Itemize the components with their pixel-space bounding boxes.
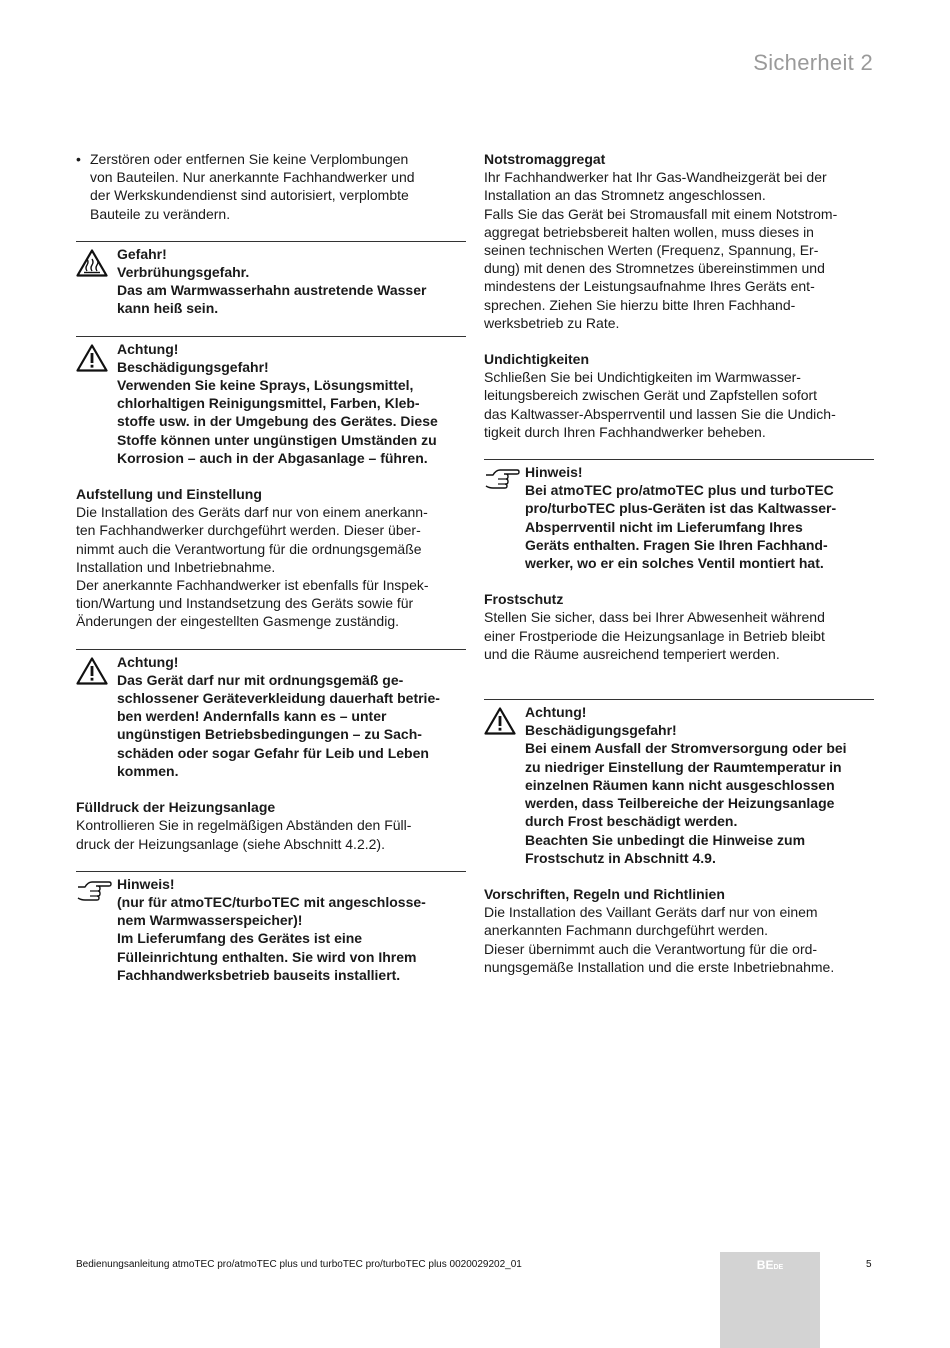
section-heading: Frostschutz [484,591,564,608]
body-line: druck der Heizungsanlage (siehe Abschnitt 4.2.2). [76,835,385,852]
note-line: Fülleinrichtung enthalten. Sie wird von Ihrem [117,948,417,965]
body-line: Schließen Sie bei Undichtigkeiten im Warmwasser- [484,369,801,386]
warning-triangle-icon [76,653,117,780]
footer-document-title: Bedienungsanleitung atmoTEC pro/atmoTEC plus und turboTEC pro/turboTEC plus 0020029202_01 [76,1259,522,1270]
note-line: pro/turboTEC plus-Geräten ist das Kaltwasser- [525,500,837,517]
note-line: Beachten Sie unbedingt die Hinweise zum [525,831,806,848]
body-line: ten Fachhandwerker durchgeführt werden. Dieser über- [76,522,421,539]
note-line: zu niedriger Einstellung der Raumtemperatur in [525,758,842,775]
body-line: aggregat betriebsbereit halten wollen, muss dieses in [484,223,814,240]
body-line: einer Frostperiode die Heizungsanlage in Betrieb bleibt [484,627,825,644]
note-line: Frostschutz in Abschnitt 4.9. [525,849,716,866]
body-line: werksbetrieb zu Rate. [484,314,620,331]
page-title: Sicherheit 2 [753,50,873,75]
body-line: leitungsbereich zwischen Gerät und Zapfstellen sofort [484,387,818,404]
pointing-hand-icon [76,875,117,984]
body-line: sprechen. Ziehen Sie hierzu bitte Ihren Fachhand- [484,296,796,313]
body-line: Installation und Inbetriebnahme. [76,558,276,575]
body-line: tion/Wartung und Instandsetzung des Geräts sowie für [76,595,414,612]
note-line: Stoffe können unter ungünstigen Umständen zu [117,431,437,448]
body-line: nimmt auch die Verantwortung für die ordnungsgemäße [76,540,422,557]
body-line: Kontrollieren Sie in regelmäßigen Abständen den Füll- [76,817,412,834]
body-line: dung) mit denen des Stromnetzes übereinstimmen und [484,260,825,277]
section-frost-protection [484,590,874,663]
body-line: Stellen Sie sicher, dass bei Ihrer Abwesenheit während [484,609,825,626]
note-line: ben werden! Andernfalls kann es – unter [117,708,387,725]
bullet-item [76,150,466,223]
hot-surface-warning-icon [76,245,117,318]
warning-triangle-icon [484,703,525,867]
note-line: stoffe usw. in der Umgebung des Gerätes. Diese [117,413,438,430]
section-heading: Aufstellung und Einstellung [76,486,262,503]
note-line: Geräts enthalten. Fragen Sie Ihren Fachhand- [525,536,828,553]
note-line: werden, dass Teilbereiche der Heizungsanlage [525,795,835,812]
bullet-line: Bauteile zu verändern. [90,205,231,222]
note-line: kann heiß sein. [117,300,219,317]
note-line: Das Gerät darf nur mit ordnungsgemäß ge- [117,671,404,688]
section-emergency-generator [484,150,874,332]
body-line: das Kaltwasser-Absperrventil und lassen Sie die Undich- [484,405,836,422]
language-code-main: BE [756,1258,774,1272]
language-code [720,1258,820,1272]
pointing-hand-icon [484,463,525,572]
hint-note-valve [484,459,874,572]
note-line: einzelnen Räumen kann nicht ausgeschlossen [525,776,835,793]
body-line: nungsgemäße Installation und die erste Inbetriebnahme. [484,958,835,975]
note-line: ungünstigen Betriebsbedingungen – zu Sach- [117,726,422,743]
note-line: Das am Warmwasserhahn austretende Wasser [117,282,427,299]
note-line: chlorhaltigen Reinigungsmittel, Farben, Kleb- [117,395,420,412]
note-line: (nur für atmoTEC/turboTEC mit angeschlosse- [117,893,426,910]
body-line: tigkeit durch Ihren Fachhandwerker beheben. [484,423,766,440]
body-line: Die Installation des Vaillant Geräts darf nur von einem [484,904,818,921]
note-line: werker, wo er ein solches Ventil montiert hat. [525,555,824,572]
body-line: Die Installation des Geräts darf nur von einem anerkann- [76,504,428,521]
note-line: Achtung! [117,340,179,357]
body-line: seinen technischen Werten (Frequenz, Spannung, Er- [484,242,819,259]
note-line: Korrosion – auch in der Abgasanlage – führen. [117,449,428,466]
body-line: anerkannten Fachmann durchgeführt werden. [484,922,769,939]
section-heading: Undichtigkeiten [484,351,590,368]
note-line: Hinweis! [117,875,175,892]
note-line: Verwenden Sie keine Sprays, Lösungsmittel, [117,377,414,394]
warning-triangle-icon [76,340,117,467]
attention-note-casing [76,649,466,780]
note-line: Achtung! [525,704,587,721]
note-line: Bei einem Ausfall der Stromversorgung oder bei [525,740,847,757]
language-code-sub: DE [773,1264,784,1271]
section-leaks [484,350,874,441]
left-column [76,150,466,984]
body-line: und die Räume ausreichend temperiert werden. [484,645,780,662]
attention-note-sprays [76,336,466,467]
body-line: Der anerkannte Fachhandwerker ist ebenfalls für Inspek- [76,577,429,594]
right-column [484,150,874,976]
attention-note-frost [484,699,874,867]
section-installation [76,485,466,631]
note-line: Gefahr! [117,245,167,262]
body-line: mindestens der Leistungsaufnahme Ihres Geräts ent- [484,278,815,295]
footer-language-tab [720,1252,820,1348]
hint-note-fill-device [76,871,466,984]
note-line: Bei atmoTEC pro/atmoTEC plus und turboTEC [525,482,834,499]
note-line: kommen. [117,762,179,779]
danger-note-scalding [76,241,466,318]
body-line: Falls Sie das Gerät bei Stromausfall mit einem Notstrom- [484,205,838,222]
body-line: Änderungen der eingestellten Gasmenge zuständig. [76,613,399,630]
section-heading: Vorschriften, Regeln und Richtlinien [484,885,725,902]
note-line: Beschädigungsgefahr! [117,358,269,375]
bullet-line: Zerstören oder entfernen Sie keine Verplombungen [90,151,409,167]
section-fill-pressure [76,798,466,853]
note-line: schlossener Geräteverkleidung dauerhaft betrie- [117,690,440,707]
note-line: Verbrühungsgefahr. [117,264,250,281]
section-regulations [484,885,874,976]
note-line: Im Lieferumfang des Gerätes ist eine [117,930,363,947]
section-heading: Fülldruck der Heizungsanlage [76,799,276,816]
page-number: 5 [866,1259,872,1270]
note-line: Achtung! [117,653,179,670]
note-line: schäden oder sogar Gefahr für Leib und Leben [117,744,429,761]
body-line: Dieser übernimmt auch die Verantwortung für die ord- [484,940,818,957]
note-line: Absperrventil nicht im Lieferumfang Ihres [525,518,803,535]
body-line: Installation an das Stromnetz angeschlossen. [484,187,766,204]
note-line: nem Warmwasserspeicher)! [117,912,303,929]
note-line: Hinweis! [525,464,583,481]
bullet-line: der Werkskundendienst sind autorisiert, verplombte [90,187,409,204]
bullet-symbol: • [76,151,81,167]
section-heading: Notstromaggregat [484,151,606,167]
note-line: durch Frost beschädigt werden. [525,813,738,830]
note-line: Fachhandwerksbetrieb bauseits installiert. [117,966,401,983]
bullet-line: von Bauteilen. Nur anerkannte Fachhandwerker und [90,169,415,186]
body-line: Ihr Fachhandwerker hat Ihr Gas-Wandheizgerät bei der [484,169,827,186]
note-line: Beschädigungsgefahr! [525,722,677,739]
